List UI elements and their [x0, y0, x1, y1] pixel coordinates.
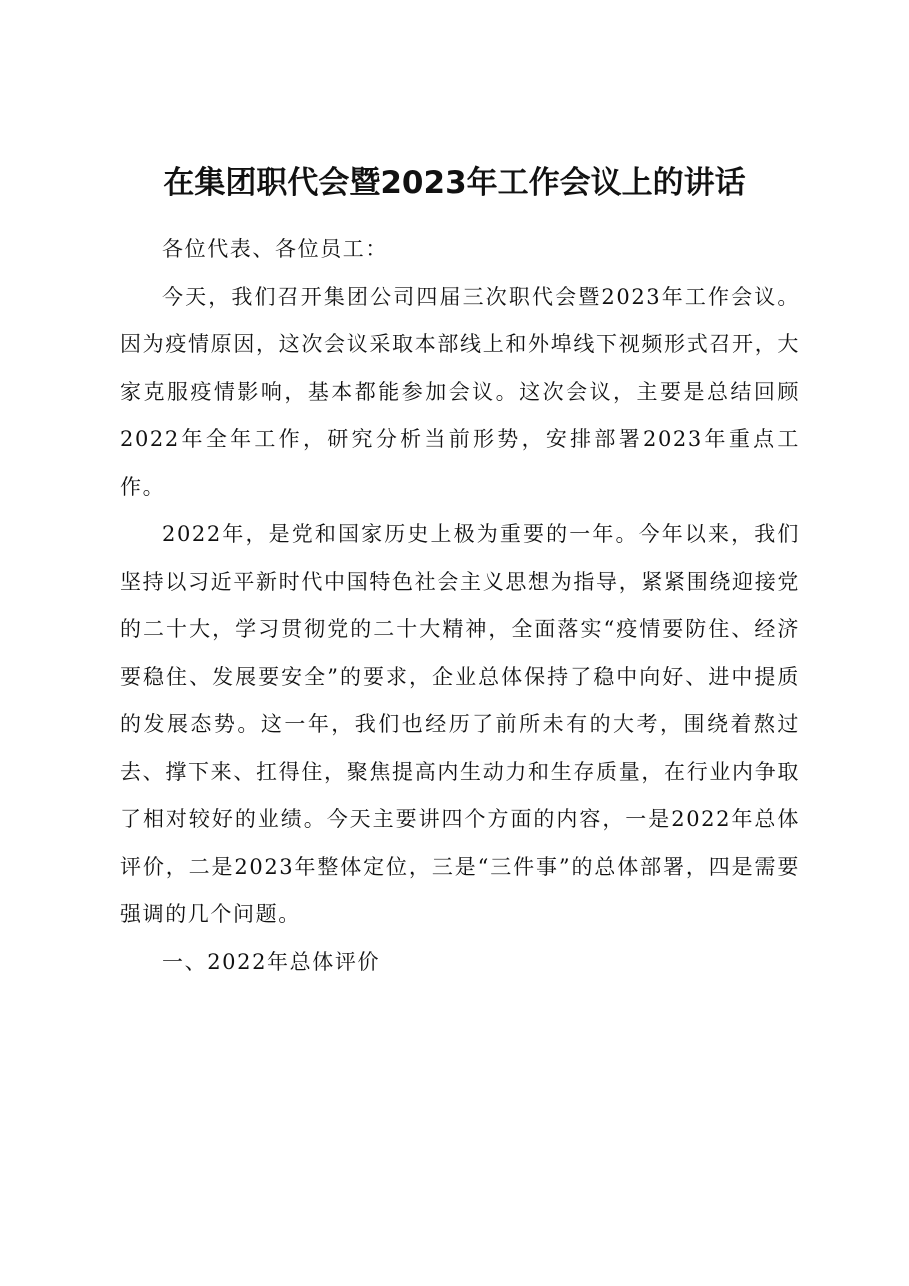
- document-body: [120, 226, 800, 986]
- paragraph-opening: 今天，我们召开集团公司四届三次职代会暨2023年工作会议。因为疫情原因，这次会议采取本部线上和外埠线下视频形式召开，大家克服疫情影响，基本都能参加会议。这次会议，主要是总结回顾2022年全年工作，研究分析当前形势，安排部署2023年重点工作。: [120, 284, 800, 499]
- salutation: 各位代表、各位员工：: [162, 237, 388, 261]
- section-heading: 一、2022年总体评价: [162, 949, 381, 974]
- paragraph-review: 2022年，是党和国家历史上极为重要的一年。今年以来，我们坚持以习近平新时代中国特色社会主义思想为指导，紧紧围绕迎接党的二十大，学习贯彻党的二十大精神，全面落实“疫情要防住、经济要稳住、发展要安全”的要求，企业总体保持了稳中向好、进中提质的发展态势。这一年，我们也经历了前所未有的大考，围绕着熬过去、撑下来、扛得住，聚焦提高内生动力和生存质量，在行业内争取了相对较好的业绩。今天主要讲四个方面的内容，一是2022年总体评价，二是2023年整体定位，三是“三件事”的总体部署，四是需要强调的几个问题。: [120, 522, 800, 926]
- document-title: 在集团职代会暨2023年工作会议上的讲话: [163, 165, 746, 201]
